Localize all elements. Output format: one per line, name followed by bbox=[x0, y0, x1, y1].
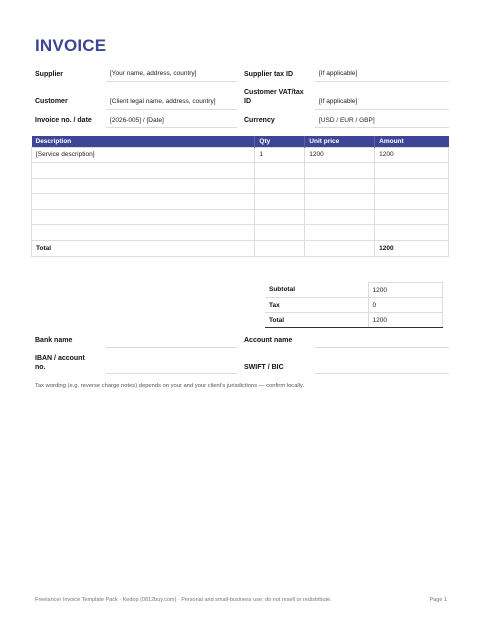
supplier-value: [Your name, address, country] bbox=[110, 70, 197, 77]
customer-vat-label-line2: ID bbox=[244, 98, 251, 105]
customer-vat-value: [If applicable] bbox=[319, 98, 358, 105]
tax-note: Tax wording (e.g. reverse charge notes) depends on your and your client's jurisdictions — confirm locally. bbox=[35, 383, 305, 389]
cell-unit-price[interactable] bbox=[305, 225, 375, 241]
account-name-line bbox=[315, 347, 449, 348]
cell-unit-price[interactable] bbox=[305, 163, 375, 179]
items-total-empty-qty bbox=[255, 240, 305, 256]
swift-label: SWIFT / BIC bbox=[244, 364, 284, 371]
invoice-no-label: Invoice no. / date bbox=[35, 117, 92, 124]
customer-vat-line bbox=[315, 109, 449, 110]
table-row bbox=[32, 178, 449, 194]
table-row bbox=[32, 147, 449, 163]
supplier-tax-line bbox=[315, 81, 449, 82]
swift-line bbox=[315, 373, 449, 374]
iban-line bbox=[106, 373, 237, 374]
col-header-description: Description bbox=[32, 136, 255, 147]
currency-label: Currency bbox=[244, 117, 275, 124]
subtotal-label: Subtotal bbox=[265, 283, 368, 298]
col-header-qty: Qty bbox=[255, 136, 305, 147]
col-header-amount: Amount bbox=[375, 136, 449, 147]
customer-value: [Client legal name, address, country] bbox=[110, 98, 216, 105]
cell-description[interactable]: [Service description] bbox=[32, 147, 255, 163]
items-total-value: 1200 bbox=[375, 240, 449, 256]
col-header-unit-price: Unit price bbox=[305, 136, 375, 147]
currency-line bbox=[315, 127, 449, 128]
tax-label: Tax bbox=[265, 298, 368, 313]
cell-amount[interactable]: 1200 bbox=[375, 147, 449, 163]
supplier-line bbox=[106, 81, 237, 82]
items-total-row bbox=[32, 240, 449, 256]
items-table bbox=[31, 136, 449, 257]
supplier-tax-value: [If applicable] bbox=[319, 70, 358, 77]
account-name-label: Account name bbox=[244, 337, 293, 344]
customer-line bbox=[106, 109, 237, 110]
iban-label-line2: no. bbox=[35, 364, 46, 371]
footer-page-number: Page 1 bbox=[429, 597, 447, 603]
cell-amount[interactable] bbox=[375, 225, 449, 241]
cell-unit-price[interactable] bbox=[305, 209, 375, 225]
cell-amount[interactable] bbox=[375, 178, 449, 194]
subtotal-value[interactable]: 1200 bbox=[368, 283, 443, 298]
cell-qty[interactable] bbox=[255, 225, 305, 241]
cell-unit-price[interactable] bbox=[305, 194, 375, 210]
bank-name-line bbox=[106, 347, 237, 348]
cell-description[interactable] bbox=[32, 178, 255, 194]
table-row bbox=[32, 163, 449, 179]
table-row bbox=[32, 225, 449, 241]
summary-total-label: Total bbox=[265, 313, 368, 328]
summary-subtotal-row bbox=[265, 283, 443, 298]
customer-vat-label bbox=[244, 88, 304, 106]
cell-qty[interactable] bbox=[255, 209, 305, 225]
page-title: INVOICE bbox=[35, 36, 107, 55]
customer-label: Customer bbox=[35, 98, 68, 105]
currency-value: [USD / EUR / GBP] bbox=[319, 117, 375, 124]
cell-amount[interactable] bbox=[375, 194, 449, 210]
iban-label bbox=[35, 354, 85, 372]
items-total-label: Total bbox=[32, 240, 255, 256]
cell-qty[interactable] bbox=[255, 194, 305, 210]
invoice-no-line bbox=[106, 127, 237, 128]
customer-vat-label-line1: Customer VAT/tax bbox=[244, 89, 304, 96]
cell-description[interactable] bbox=[32, 163, 255, 179]
cell-qty[interactable]: 1 bbox=[255, 147, 305, 163]
cell-description[interactable] bbox=[32, 194, 255, 210]
iban-label-line1: IBAN / account bbox=[35, 355, 85, 362]
items-header-row bbox=[32, 136, 449, 147]
bank-name-label: Bank name bbox=[35, 337, 73, 344]
summary-table bbox=[265, 282, 443, 328]
cell-qty[interactable] bbox=[255, 178, 305, 194]
supplier-tax-label: Supplier tax ID bbox=[244, 71, 294, 78]
cell-amount[interactable] bbox=[375, 209, 449, 225]
cell-description[interactable] bbox=[32, 225, 255, 241]
table-row bbox=[32, 194, 449, 210]
invoice-no-value: [2026-005] / [Date] bbox=[110, 117, 164, 124]
cell-qty[interactable] bbox=[255, 163, 305, 179]
cell-unit-price[interactable] bbox=[305, 178, 375, 194]
table-row bbox=[32, 209, 449, 225]
tax-value[interactable]: 0 bbox=[368, 298, 443, 313]
summary-tax-row bbox=[265, 298, 443, 313]
summary-total-row bbox=[265, 313, 443, 328]
cell-description[interactable] bbox=[32, 209, 255, 225]
items-total-empty-unit bbox=[305, 240, 375, 256]
supplier-label: Supplier bbox=[35, 71, 64, 78]
summary-total-value[interactable]: 1200 bbox=[368, 313, 443, 328]
cell-unit-price[interactable]: 1200 bbox=[305, 147, 375, 163]
cell-amount[interactable] bbox=[375, 163, 449, 179]
footer-copyright: Freelancer Invoice Template Pack · Kedop (0812buy.com) · Personal and small-business use; do not resell or redistribute. bbox=[35, 597, 332, 603]
